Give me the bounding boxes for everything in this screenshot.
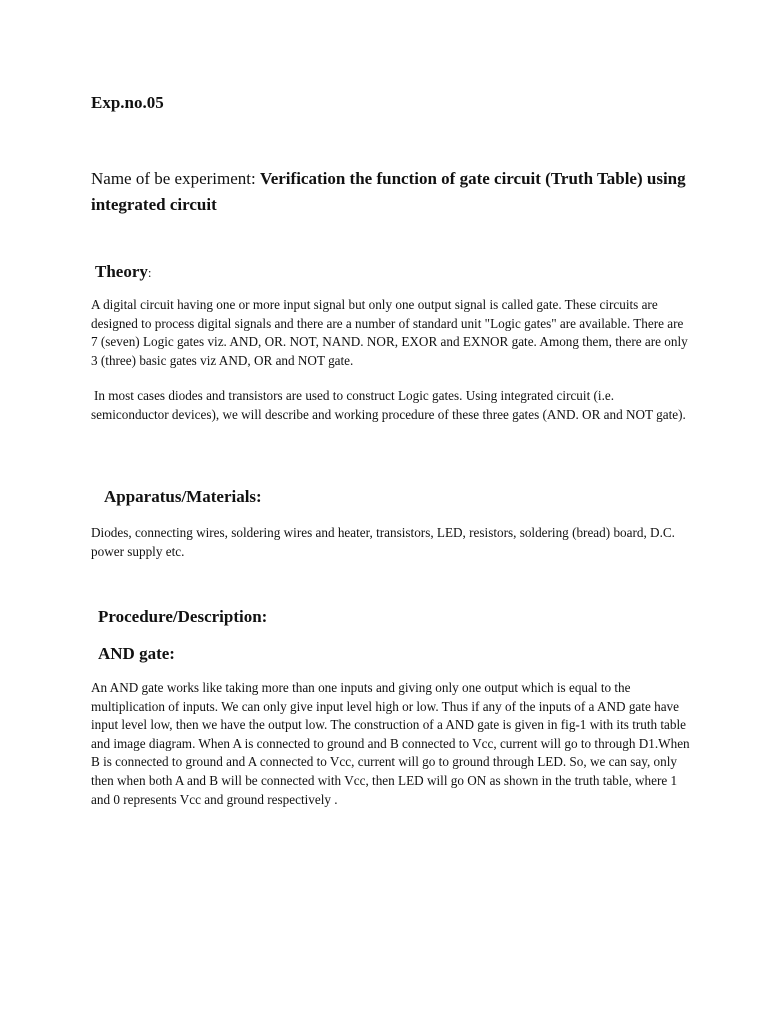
experiment-name-label: Name of be experiment: — [91, 169, 256, 188]
experiment-name — [91, 166, 691, 218]
theory-heading-text: Theory — [95, 262, 148, 281]
and-gate-text: An AND gate works like taking more than one inputs and giving only one output which is equal to the multiplication of inputs. We can only give input level high or low. Thus if any of the inputs of a AND gate have input level low, then we have the output low. The construction of a AND gate is given in fig-1 with its truth table and image diagram. When A is connected to ground and B connected to Vcc, current will go to through D1.When B is connected to ground and A connected to Vcc, current will go to ground through LED. So, we can say, only then when both A and B will be connected with Vcc, then LED will go ON as shown in the truth table, where 1 and 0 represents Vcc and ground respectively . — [91, 680, 690, 807]
theory-heading — [95, 262, 152, 282]
apparatus-text: Diodes, connecting wires, soldering wires and heater, transistors, LED, resistors, soldering (bread) board, D.C. power supply etc. — [91, 525, 675, 559]
experiment-title: Verification the function of gate circuit (Truth Table) using integrated circuit — [91, 169, 686, 214]
and-gate-heading: AND gate: — [98, 644, 175, 663]
procedure-heading: Procedure/Description: — [98, 607, 268, 626]
theory-paragraph-1: A digital circuit having one or more input signal but only one output signal is called gate. These circuits are designed to process digital signals and there are a number of standard unit "Logic gates" are available. There are 7 (seven) Logic gates viz. AND, OR. NOT, NAND. NOR, EXOR and EXNOR gate. Among them, there are only 3 (three) basic gates viz AND, OR and NOT gate. — [91, 297, 688, 368]
theory-heading-colon: : — [147, 265, 152, 280]
experiment-number: Exp.no.05 — [91, 93, 164, 112]
apparatus-heading: Apparatus/Materials: — [104, 487, 262, 506]
theory-paragraph-2: In most cases diodes and transistors are used to construct Logic gates. Using integrated circuit (i.e. semiconductor devices), we will describe and working procedure of these three gates (AND. OR and NOT gate). — [91, 388, 686, 422]
